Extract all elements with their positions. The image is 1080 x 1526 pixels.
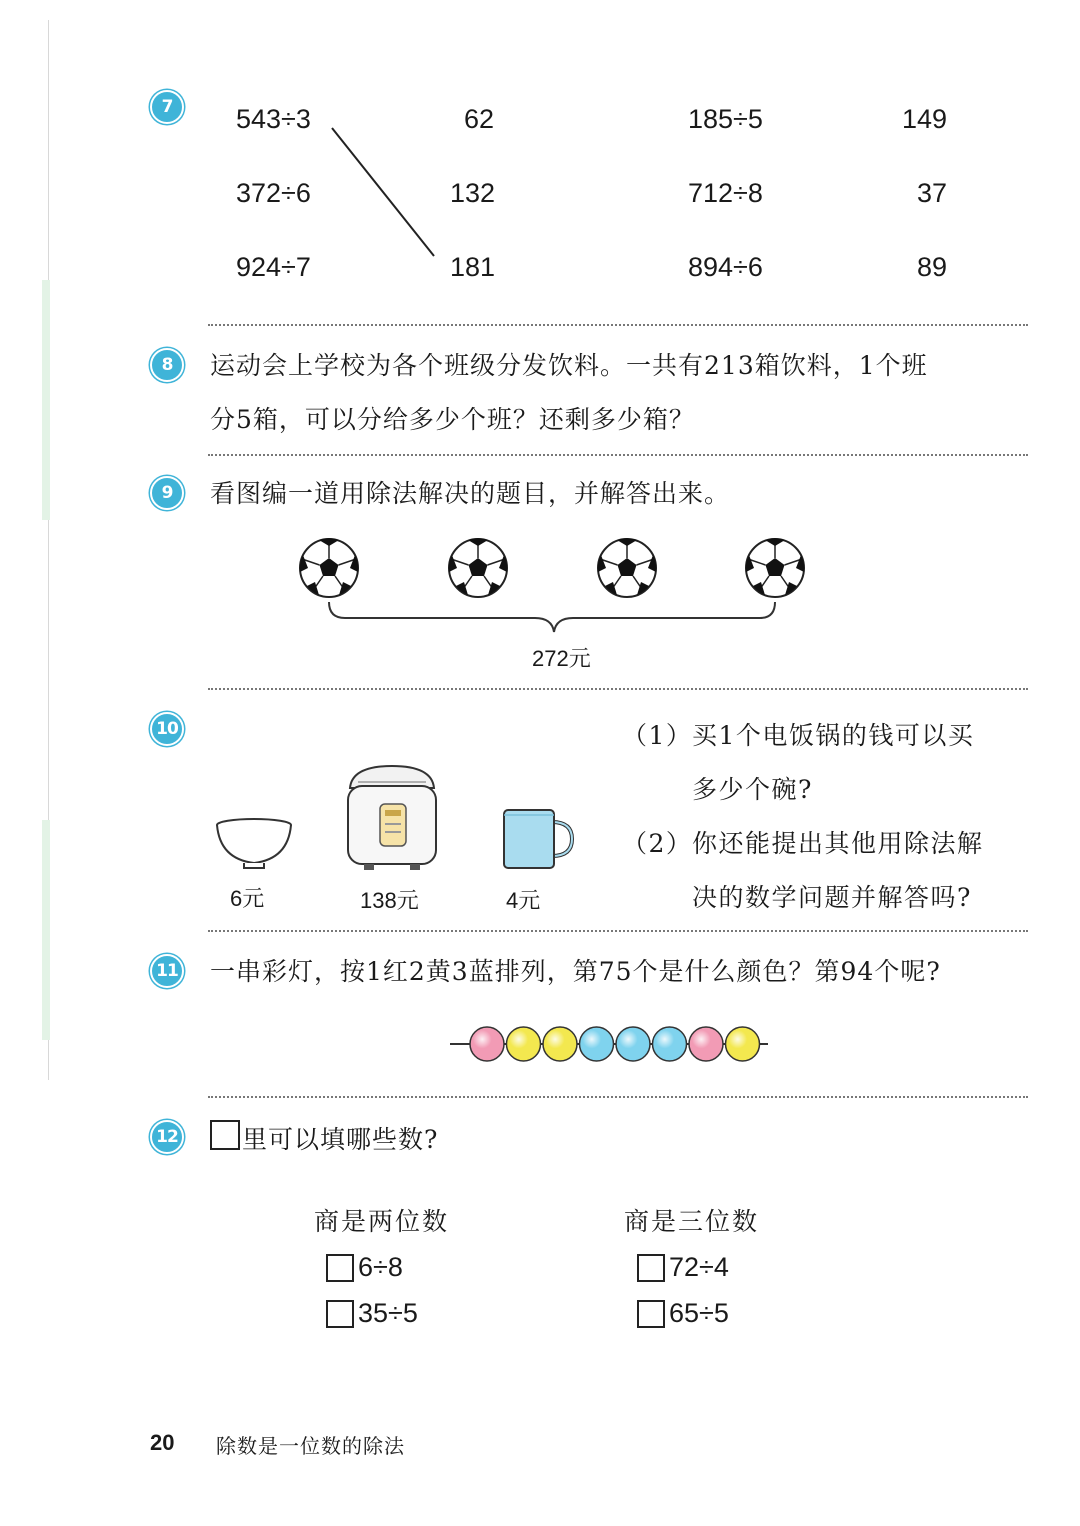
q10-sub2-line1: 你还能提出其他用除法解 — [692, 829, 984, 858]
question-8-badge: 8 — [150, 348, 184, 382]
q7-right-answer: 37 — [917, 178, 948, 208]
section-divider — [208, 688, 1028, 690]
q10-sub1-number: （1） — [622, 721, 693, 750]
q10-price-rice-cooker: 138元 — [360, 888, 419, 913]
question-12-badge: 12 — [150, 1120, 184, 1154]
q12-col1-item — [326, 1252, 403, 1283]
q7-left-expr: 543÷3 — [236, 104, 311, 134]
expression: 35÷5 — [358, 1298, 418, 1328]
q7-right-answer: 89 — [917, 252, 948, 282]
q12-col2-title: 商是三位数 — [624, 1207, 760, 1236]
soccer-ball-icon — [300, 538, 358, 597]
q10-sub1-line1: 买1个电饭锅的钱可以买 — [692, 721, 975, 750]
q7-right-expr: 185÷5 — [688, 104, 763, 134]
bead-light — [689, 1027, 723, 1061]
bead-light — [543, 1027, 577, 1061]
expression: 72÷4 — [669, 1252, 729, 1282]
total-brace — [329, 602, 775, 632]
rice-cooker-icon — [340, 760, 444, 874]
q7-right-expr: 712÷8 — [688, 178, 763, 208]
soccer-ball-icon — [449, 538, 507, 597]
q7-right-answer: 149 — [902, 104, 948, 134]
question-9-badge: 9 — [150, 476, 184, 510]
bead-light — [653, 1027, 687, 1061]
bead-light — [580, 1027, 614, 1061]
section-divider — [208, 1096, 1028, 1098]
chapter-title: 除数是一位数的除法 — [216, 1434, 405, 1458]
bead-light — [470, 1027, 504, 1061]
q10-sub1-line2: 多少个碗? — [692, 775, 813, 804]
question-7-badge: 7 — [150, 90, 184, 124]
expression: 65÷5 — [669, 1298, 729, 1328]
q9-text: 看图编一道用除法解决的题目，并解答出来。 — [210, 479, 731, 508]
section-divider — [208, 324, 1028, 326]
q12-col2-item — [637, 1252, 729, 1283]
q7-match-line — [320, 120, 450, 270]
question-10-badge: 10 — [150, 712, 184, 746]
q7-left-expr: 924÷7 — [236, 252, 311, 282]
q10-sub2-number: （2） — [622, 829, 693, 858]
q9-total-label: 272元 — [532, 646, 591, 671]
page-edge-tint — [42, 820, 50, 1040]
blank-box[interactable] — [637, 1300, 665, 1328]
q8-text-line2: 分5箱，可以分给多少个班？还剩多少箱？ — [210, 405, 695, 434]
blank-box[interactable] — [326, 1300, 354, 1328]
q12-col1-item — [326, 1298, 418, 1329]
bead-light — [726, 1027, 760, 1061]
bead-light — [616, 1027, 650, 1061]
q7-left-answer: 62 — [464, 104, 495, 134]
q12-text: 里可以填哪些数? — [242, 1125, 439, 1154]
q12-col2-item — [637, 1298, 729, 1329]
q7-right-expr: 894÷6 — [688, 252, 763, 282]
blank-box — [210, 1120, 240, 1150]
blank-box[interactable] — [326, 1254, 354, 1282]
q11-text: 一串彩灯，按1红2黄3蓝排列，第75个是什么颜色？第94个呢? — [210, 957, 941, 986]
blank-box[interactable] — [637, 1254, 665, 1282]
q10-sub2-line2: 决的数学问题并解答吗? — [692, 883, 972, 912]
soccer-ball-icon — [746, 538, 804, 597]
soccer-ball-icon — [598, 538, 656, 597]
page-edge-tint — [42, 280, 50, 520]
q8-text-line1: 运动会上学校为各个班级分发饮料。一共有213箱饮料，1个班 — [210, 351, 928, 380]
section-divider — [208, 454, 1028, 456]
q7-left-expr: 372÷6 — [236, 178, 311, 208]
q10-price-bowl: 6元 — [230, 886, 265, 911]
q12-col1-title: 商是两位数 — [314, 1207, 450, 1236]
question-11-badge: 11 — [150, 954, 184, 988]
q7-left-answer: 181 — [450, 252, 496, 282]
section-divider — [208, 930, 1028, 932]
q7-left-answer: 132 — [450, 178, 496, 208]
page-number: 20 — [150, 1430, 175, 1455]
bowl-icon — [212, 815, 296, 871]
q10-price-mug: 4元 — [506, 888, 541, 913]
mug-icon — [500, 806, 576, 872]
light-string — [446, 1022, 772, 1066]
expression: 6÷8 — [358, 1252, 403, 1282]
bead-light — [507, 1027, 541, 1061]
